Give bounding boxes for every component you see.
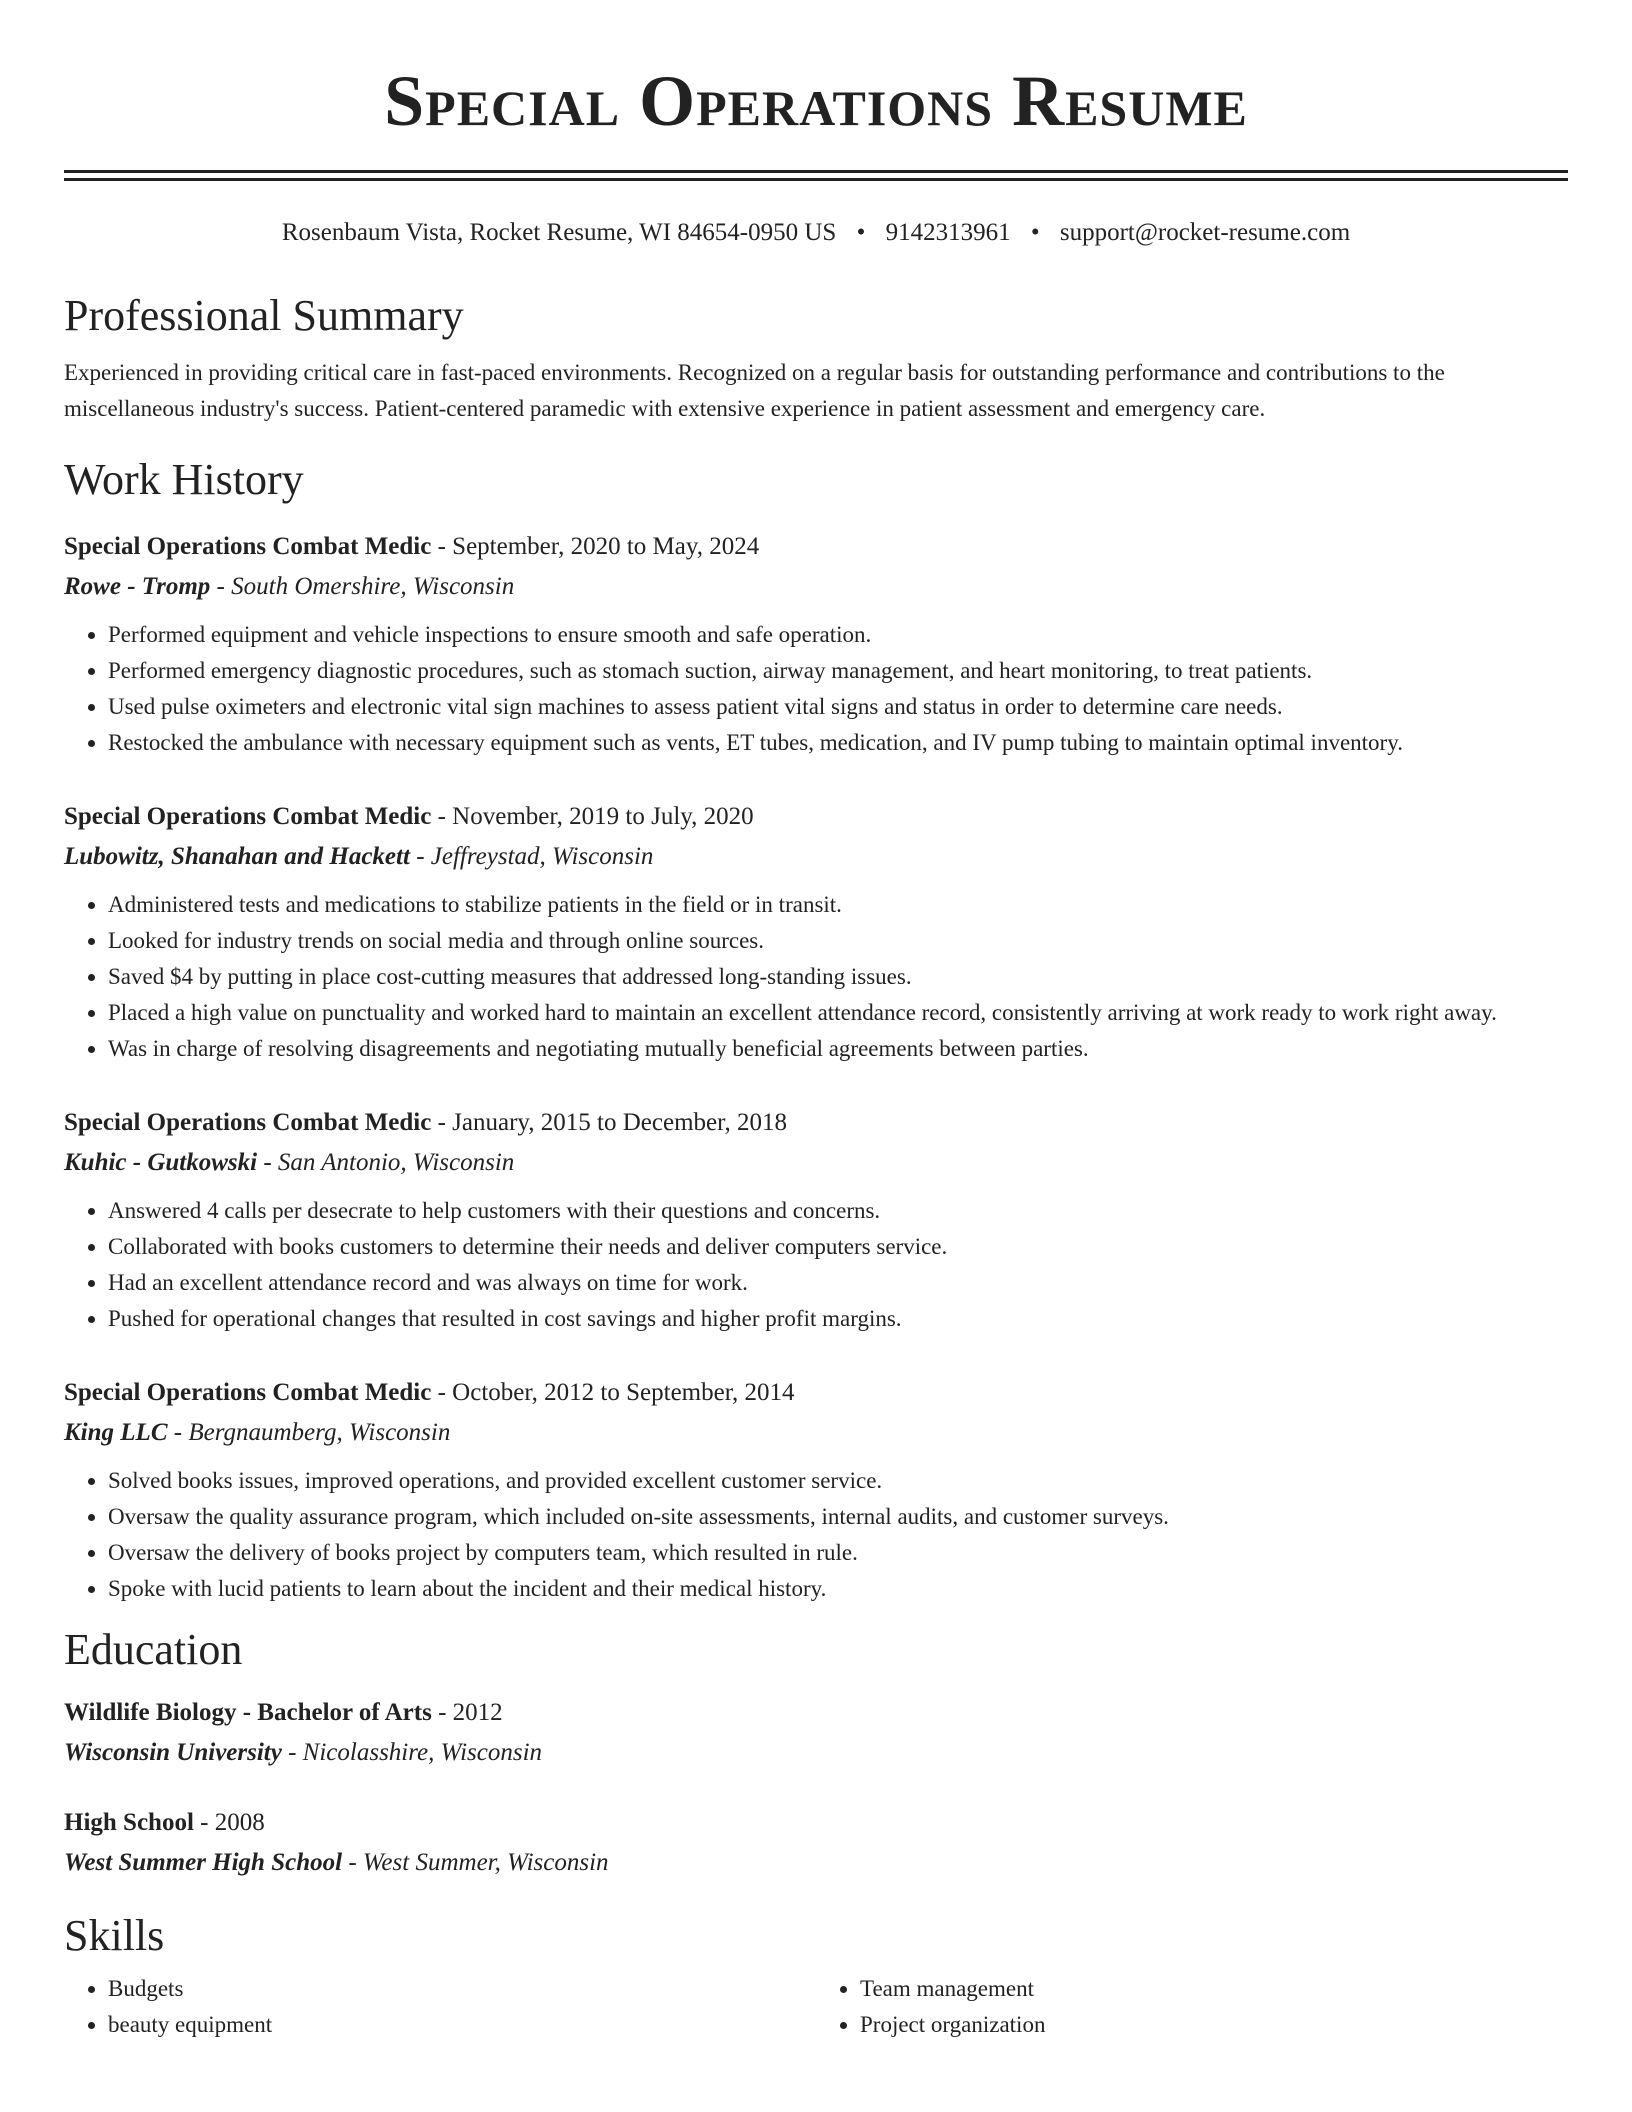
- job-entry: [64, 527, 1568, 761]
- skill-item: • Team management: [860, 1971, 1568, 2007]
- skill-item: • beauty equipment: [108, 2007, 816, 2043]
- resume-title: Special Operations Resume: [384, 61, 1248, 141]
- skill-item: • Budgets: [108, 1971, 816, 2007]
- job-location: - South Omershire, Wisconsin: [210, 573, 515, 600]
- list-item: • Solved books issues, improved operations, and provided excellent customer service.: [108, 1463, 1568, 1499]
- list-item: • Oversaw the delivery of books project by computers team, which resulted in rule.: [108, 1535, 1568, 1571]
- title-double-rule: [64, 170, 1568, 181]
- job-company-line: [64, 1413, 1568, 1453]
- degree: Wildlife Biology - Bachelor of Arts: [64, 1699, 432, 1726]
- job-title-line: [64, 1373, 1568, 1413]
- list-item: • Used pulse oximeters and electronic vital sign machines to assess patient vital signs and status in order to determine care needs.: [108, 689, 1568, 725]
- education-entry: [64, 1693, 1568, 1773]
- skills-heading: Skills: [64, 1911, 165, 1960]
- job-bullets: [64, 1463, 1568, 1607]
- list-item: • Spoke with lucid patients to learn about the incident and their medical history.: [108, 1571, 1568, 1607]
- job-bullets: [64, 617, 1568, 761]
- school: West Summer High School: [64, 1849, 343, 1876]
- school: Wisconsin University: [64, 1739, 282, 1766]
- contact-phone: 9142313961: [885, 219, 1011, 246]
- list-item: • Oversaw the quality assurance program, which included on-site assessments, internal audits, and customer surveys.: [108, 1499, 1568, 1535]
- summary-text: Experienced in providing critical care in fast-paced environments. Recognized on a regular basis for outstanding performance and contributions to the miscellaneous industry's success. Patient-centered paramedic with extensive experience in patient assessment and emergency care.: [64, 360, 1445, 421]
- job-title: Special Operations Combat Medic: [64, 533, 432, 560]
- degree-line: [64, 1693, 1568, 1733]
- school-location: - West Summer, Wisconsin: [342, 1849, 609, 1876]
- job-dates: - November, 2019 to July, 2020: [431, 803, 754, 830]
- list-item: • Looked for industry trends on social media and through online sources.: [108, 923, 1568, 959]
- job-dates: - October, 2012 to September, 2014: [431, 1379, 795, 1406]
- degree-year: - 2008: [193, 1809, 265, 1836]
- job-company: Kuhic - Gutkowski: [64, 1149, 258, 1176]
- contact-separator: •: [856, 219, 866, 246]
- job-dates: - September, 2020 to May, 2024: [431, 533, 760, 560]
- job-entry: [64, 797, 1568, 1067]
- work-history-heading: Work History: [64, 455, 304, 504]
- list-item: • Was in charge of resolving disagreements and negotiating mutually beneficial agreements between parties.: [108, 1031, 1568, 1067]
- job-title: Special Operations Combat Medic: [64, 1109, 432, 1136]
- education-entry: [64, 1803, 1568, 1883]
- job-title-line: [64, 797, 1568, 837]
- school-line: [64, 1733, 1568, 1773]
- list-item: • Collaborated with books customers to determine their needs and deliver computers service.: [108, 1229, 1568, 1265]
- degree: High School: [64, 1809, 194, 1836]
- degree-line: [64, 1803, 1568, 1843]
- job-location: - Jeffreystad, Wisconsin: [409, 843, 654, 870]
- list-item: • Saved $4 by putting in place cost-cutting measures that addressed long-standing issues.: [108, 959, 1568, 995]
- job-bullets: [64, 1193, 1568, 1337]
- summary-heading: Professional Summary: [64, 291, 464, 340]
- job-dates: - January, 2015 to December, 2018: [431, 1109, 787, 1136]
- contact-address: Rosenbaum Vista, Rocket Resume, WI 84654-0950 US: [281, 219, 837, 246]
- contact-separator: •: [1030, 219, 1040, 246]
- list-item: • Had an excellent attendance record and was always on time for work.: [108, 1265, 1568, 1301]
- job-location: - San Antonio, Wisconsin: [257, 1149, 515, 1176]
- list-item: • Pushed for operational changes that resulted in cost savings and higher profit margins.: [108, 1301, 1568, 1337]
- job-location: - Bergnaumberg, Wisconsin: [167, 1419, 451, 1446]
- job-bullets: [64, 887, 1568, 1067]
- job-company-line: [64, 837, 1568, 877]
- education-heading: Education: [64, 1625, 243, 1674]
- list-item: • Performed equipment and vehicle inspections to ensure smooth and safe operation.: [108, 617, 1568, 653]
- contact-line: [64, 217, 1568, 249]
- school-location: - Nicolasshire, Wisconsin: [281, 1739, 543, 1766]
- skills-grid: [64, 1971, 1568, 2043]
- list-item: • Performed emergency diagnostic procedures, such as stomach suction, airway management, and heart monitoring, to treat patients.: [108, 653, 1568, 689]
- job-company: King LLC: [64, 1419, 168, 1446]
- skills-list-right: [816, 1971, 1568, 2043]
- skill-item: • Project organization: [860, 2007, 1568, 2043]
- job-company: Rowe - Tromp: [64, 573, 211, 600]
- job-title-line: [64, 1103, 1568, 1143]
- job-company-line: [64, 1143, 1568, 1183]
- job-title: Special Operations Combat Medic: [64, 1379, 432, 1406]
- list-item: • Placed a high value on punctuality and worked hard to maintain an excellent attendance record, consistently arriving at work ready to work right away.: [108, 995, 1568, 1031]
- list-item: • Answered 4 calls per desecrate to help customers with their questions and concerns.: [108, 1193, 1568, 1229]
- job-title-line: [64, 527, 1568, 567]
- skills-list-left: [64, 1971, 816, 2043]
- job-title: Special Operations Combat Medic: [64, 803, 432, 830]
- list-item: • Administered tests and medications to stabilize patients in the field or in transit.: [108, 887, 1568, 923]
- contact-email: support@rocket-resume.com: [1059, 219, 1351, 246]
- school-line: [64, 1843, 1568, 1883]
- job-company: Lubowitz, Shanahan and Hackett: [64, 843, 410, 870]
- list-item: • Restocked the ambulance with necessary equipment such as vents, ET tubes, medication, and IV pump tubing to maintain optimal inventory.: [108, 725, 1568, 761]
- job-entry: [64, 1103, 1568, 1337]
- job-company-line: [64, 567, 1568, 607]
- job-entry: [64, 1373, 1568, 1607]
- degree-year: - 2012: [431, 1699, 503, 1726]
